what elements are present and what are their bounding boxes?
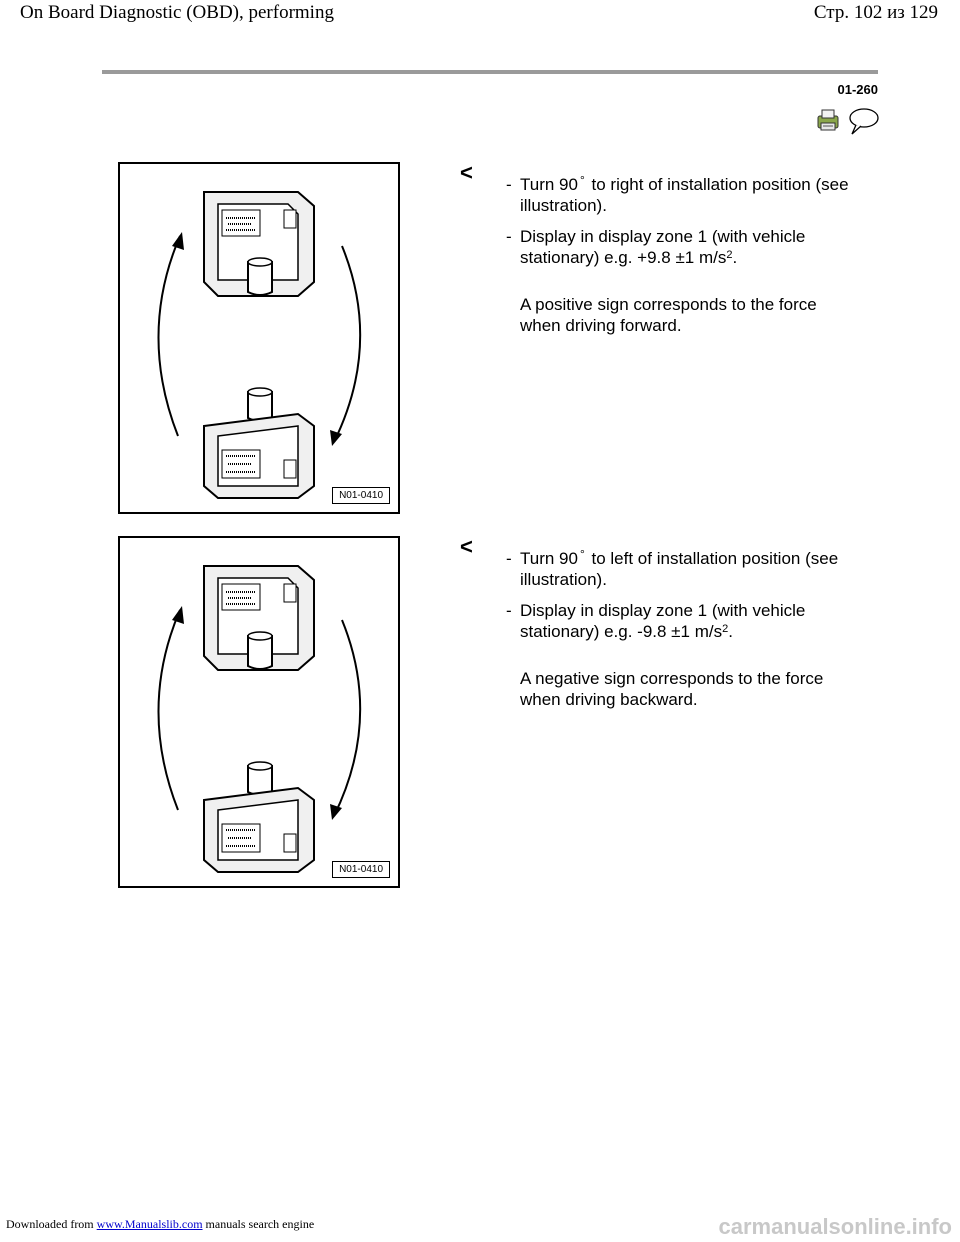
- step-text-cont: to right of installation position (see illustration).: [520, 175, 849, 215]
- degree-symbol: °: [579, 173, 585, 187]
- note-text: A negative sign corresponds to the force when driving backward.: [520, 669, 824, 709]
- step-text: Turn 90: [520, 549, 578, 568]
- figure-label: N01-0410: [332, 861, 390, 878]
- step-dash: -: [506, 549, 512, 568]
- step-turn-right: [506, 173, 860, 216]
- sensor-upper-drawing: [204, 192, 314, 296]
- step-dash: -: [506, 175, 512, 194]
- step-end: .: [728, 622, 733, 641]
- step-dash: -: [506, 601, 512, 620]
- watermark: carmanualsonline.info: [718, 1214, 952, 1239]
- sensor-upper-drawing: [204, 566, 314, 670]
- step-display-value: [506, 600, 860, 642]
- note-text: A positive sign corresponds to the force when driving forward.: [520, 295, 817, 335]
- step-display-value: [506, 226, 860, 268]
- figure-label: N01-0410: [332, 487, 390, 504]
- illustration-turn-left: [118, 536, 400, 888]
- arrow-pointer-icon: <: [460, 160, 473, 185]
- step-text: Display in display zone 1 (with vehicle stationary) e.g. +9.8 ±1 m/s: [520, 227, 806, 267]
- illustration-turn-right: [118, 162, 400, 514]
- download-footer: [6, 1217, 314, 1232]
- degree-symbol: °: [579, 547, 585, 561]
- step-dash: -: [506, 227, 512, 246]
- document-title: On Board Diagnostic (OBD), performing: [20, 2, 334, 23]
- sensor-lower-drawing: [204, 388, 314, 498]
- footer-prefix: Downloaded from: [6, 1217, 97, 1231]
- step-text: Display in display zone 1 (with vehicle stationary) e.g. -9.8 ±1 m/s: [520, 601, 806, 641]
- step-text: Turn 90: [520, 175, 578, 194]
- step-end: .: [732, 248, 738, 267]
- header-rule: [102, 70, 878, 74]
- superscript: 2: [726, 249, 733, 261]
- speech-bubble-icon[interactable]: [846, 106, 880, 136]
- page-code: 01-260: [837, 82, 878, 97]
- footer-suffix: manuals search engine: [202, 1217, 315, 1231]
- manualslib-link[interactable]: www.Manualslib.com: [96, 1217, 203, 1231]
- superscript: 2: [722, 623, 729, 635]
- step-text-cont: to left of installation position (see illustration).: [520, 549, 839, 589]
- arrow-pointer-icon: <: [460, 534, 473, 559]
- page-indicator: Стр. 102 из 129: [813, 2, 938, 23]
- sensor-lower-drawing: [204, 762, 314, 872]
- step-turn-left: [506, 547, 860, 590]
- printer-icon[interactable]: [815, 108, 841, 132]
